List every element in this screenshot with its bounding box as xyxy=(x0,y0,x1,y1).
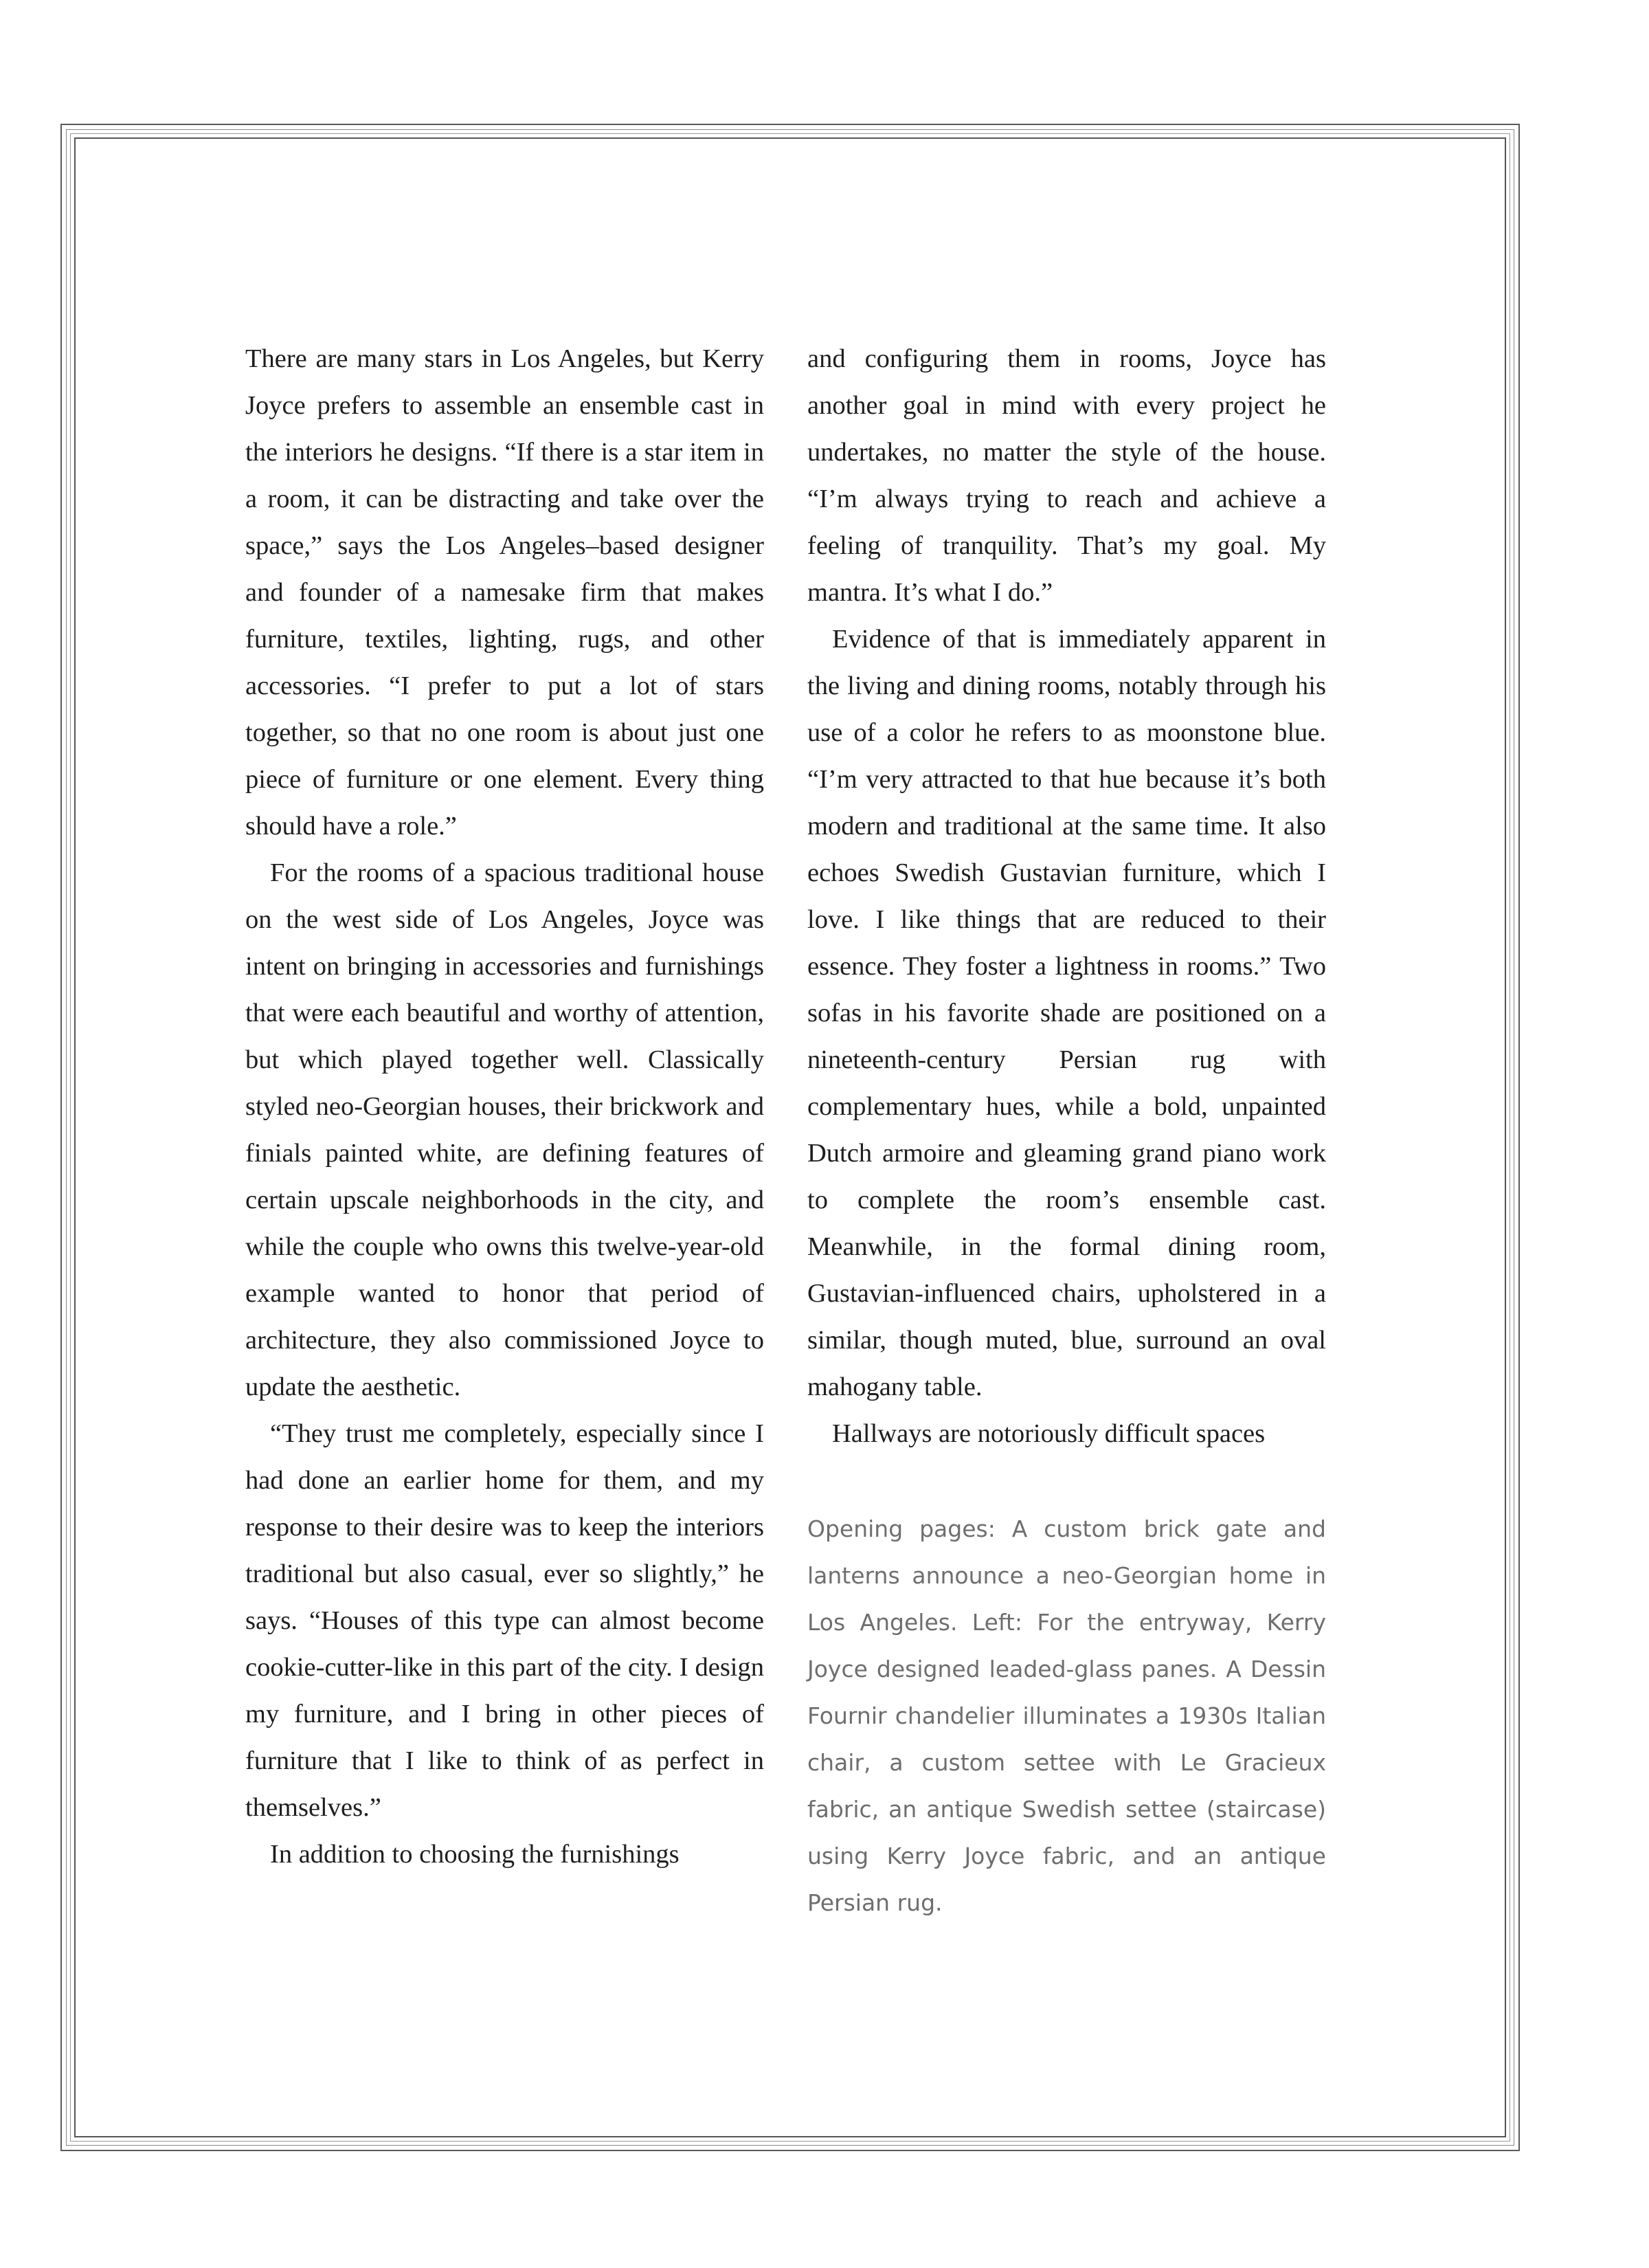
body-paragraph: Hallways are notoriously difficult spaces xyxy=(832,1419,1266,1448)
body-paragraph: In addition to choosing the furnishings xyxy=(270,1840,680,1869)
body-paragraph: “They trust me completely, especially since I had done an earlier home for them, and my response to their desire was to keep the interiors traditional but also casual, ever so slightly,” he says. “Houses of this type can almost become cookie-cutter-like in this part of the city. I design my furniture, and I bring in other pieces of furniture that I like to think of as perfect in themselves.” xyxy=(245,1419,764,1822)
body-paragraph: and configuring them in rooms, Joyce has another goal in mind with every project he undertakes, no matter the style of the house. “I’m always trying to reach and achieve a feeling of tranquility. That’s my goal. My mantra. It’s what I do.” xyxy=(807,344,1326,607)
body-paragraph: Evidence of that is immediately apparent in the living and dining rooms, notably through his use of a color he refers to as moonstone blue. “I’m very attracted to that hue because it’s both modern and traditional at the same time. It also echoes Swedish Gustavian furniture, which I love. I like things that are reduced to their essence. They foster a lightness in rooms.” Two sofas in his favorite shade are positioned on a nineteenth-century Persian rug with complementary hues, while a bold, unpainted Dutch armoire and gleaming grand piano work to complete the room’s ensemble cast. Meanwhile, in the formal dining room, Gustavian-influenced chairs, upholstered in a similar, though muted, blue, surround an oval mahogany table. xyxy=(807,625,1326,1401)
left-text-column xyxy=(245,335,764,1878)
photo-caption: Opening pages: A custom brick gate and lanterns announce a neo-Georgian home in Los Angeles. Left: For the entryway, Kerry Joyce designed leaded-glass panes. A Dessin Fournir chandelier illuminates a 1930s Italian chair, a custom settee with Le Gracieux fabric, an antique Swedish settee (staircase) using Kerry Joyce fabric, and an antique Persian rug. xyxy=(807,1515,1326,1916)
body-paragraph: For the rooms of a spacious traditional house on the west side of Los Angeles, Joyce was intent on bringing in accessories and furnishings that were each beautiful and worthy of attention, but which played together well. Classically styled neo-Georgian houses, their brickwork and finials painted white, are defining features of certain upscale neighborhoods in the city, and while the couple who owns this twelve-year-old example wanted to honor that period of architecture, they also commissioned Joyce to update the aesthetic. xyxy=(245,858,764,1401)
body-paragraph: There are many stars in Los Angeles, but Kerry Joyce prefers to assemble an ensemble cast in the interiors he designs. “If there is a star item in a room, it can be distracting and take over the space,” says the Los Angeles–based designer and founder of a namesake firm that makes furniture, textiles, lighting, rugs, and other accessories. “I prefer to put a lot of stars together, so that no one room is about just one piece of furniture or one element. Every thing should have a role.” xyxy=(245,344,764,841)
right-text-column xyxy=(807,335,1326,1457)
